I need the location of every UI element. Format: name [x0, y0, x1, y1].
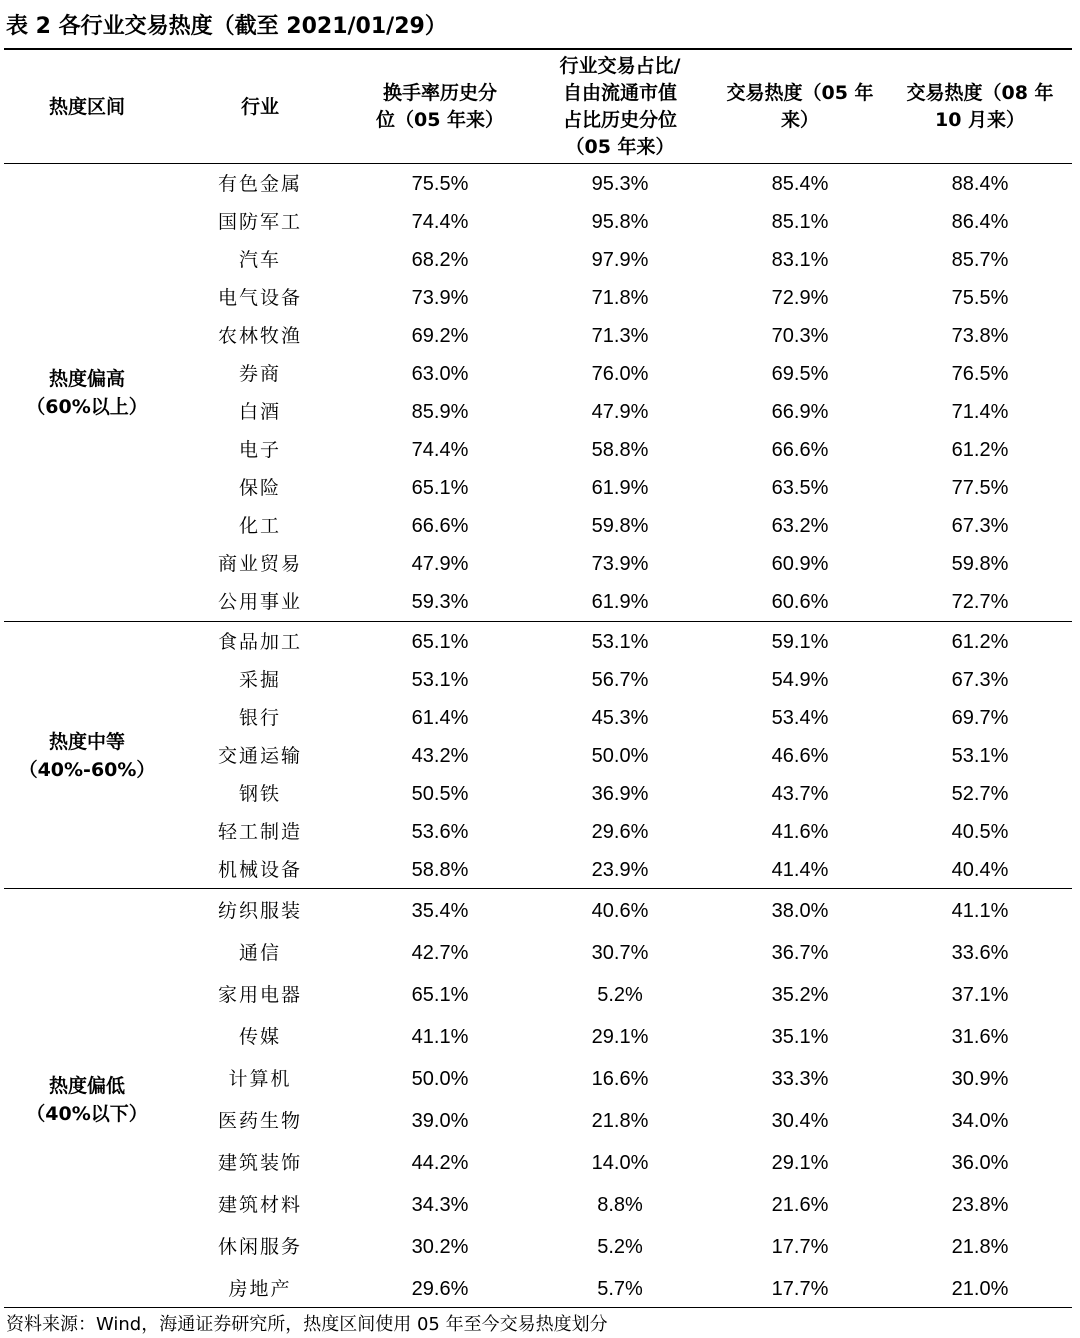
- value-cell-heat08: 69.7%: [951, 707, 1009, 729]
- value-cell-turnover: 35.4%: [411, 900, 469, 922]
- value-cell-share: 61.9%: [591, 591, 649, 613]
- header-turnover: 换手率历史分 位（05 年来）: [375, 82, 505, 131]
- value-cell-heat05: 41.6%: [771, 821, 829, 843]
- value-cell-share: 21.8%: [591, 1110, 649, 1132]
- industry-cell: 食品加工: [217, 631, 302, 653]
- industry-cell: 采掘: [238, 669, 281, 691]
- industry-cell: 传媒: [238, 1026, 281, 1048]
- value-cell-heat05: 43.7%: [771, 783, 829, 805]
- value-cell-heat08: 36.0%: [951, 1152, 1009, 1174]
- value-cell-heat05: 35.1%: [771, 1026, 829, 1048]
- industry-cell: 交通运输: [217, 745, 302, 767]
- value-cell-heat05: 60.9%: [771, 553, 829, 575]
- value-cell-turnover: 85.9%: [411, 401, 469, 423]
- industry-cell: 化工: [238, 515, 281, 537]
- value-cell-share: 14.0%: [591, 1152, 649, 1174]
- value-cell-turnover: 73.9%: [411, 287, 469, 309]
- value-cell-share: 5.7%: [597, 1278, 643, 1300]
- value-cell-heat08: 41.1%: [951, 900, 1009, 922]
- value-cell-turnover: 65.1%: [411, 984, 469, 1006]
- value-cell-heat05: 35.2%: [771, 984, 829, 1006]
- industry-cell: 休闲服务: [217, 1236, 302, 1258]
- value-cell-heat05: 63.2%: [771, 515, 829, 537]
- value-cell-heat08: 40.4%: [951, 859, 1009, 881]
- value-cell-heat08: 61.2%: [951, 631, 1009, 653]
- value-cell-turnover: 65.1%: [411, 477, 469, 499]
- value-cell-heat05: 29.1%: [771, 1152, 829, 1174]
- heat-range-label: [4, 165, 170, 621]
- industry-cell: 电子: [238, 439, 281, 461]
- heat-range-label-line: （40%以下）: [26, 1103, 148, 1125]
- value-cell-turnover: 53.1%: [411, 669, 469, 691]
- value-cell-turnover: 39.0%: [411, 1110, 469, 1132]
- industry-cell: 建筑材料: [217, 1194, 302, 1216]
- value-cell-share: 29.1%: [591, 1026, 649, 1048]
- industry-cell: 轻工制造: [217, 821, 302, 843]
- heat-range-label-line: （40%-60%）: [18, 759, 156, 781]
- header-heat-08: 交易热度（08 年 10 月来）: [906, 82, 1054, 131]
- value-cell-heat08: 73.8%: [951, 325, 1009, 347]
- value-cell-heat05: 63.5%: [771, 477, 829, 499]
- value-cell-heat05: 72.9%: [771, 287, 829, 309]
- value-cell-turnover: 44.2%: [411, 1152, 469, 1174]
- value-cell-turnover: 69.2%: [411, 325, 469, 347]
- value-cell-share: 71.3%: [591, 325, 649, 347]
- value-cell-share: 36.9%: [591, 783, 649, 805]
- table-title: 表 2 各行业交易热度（截至 2021/01/29）: [6, 14, 447, 39]
- value-cell-turnover: 47.9%: [411, 553, 469, 575]
- value-cell-heat05: 36.7%: [771, 942, 829, 964]
- industry-cell: 机械设备: [217, 859, 302, 881]
- value-cell-turnover: 58.8%: [411, 859, 469, 881]
- value-cell-turnover: 41.1%: [411, 1026, 469, 1048]
- value-cell-share: 50.0%: [591, 745, 649, 767]
- value-cell-share: 95.3%: [591, 173, 649, 195]
- value-cell-share: 5.2%: [597, 984, 643, 1006]
- industry-cell: 银行: [238, 707, 281, 729]
- value-cell-share: 16.6%: [591, 1068, 649, 1090]
- value-cell-share: 73.9%: [591, 553, 649, 575]
- industry-cell: 保险: [238, 477, 281, 499]
- value-cell-share: 29.6%: [591, 821, 649, 843]
- value-cell-heat08: 23.8%: [951, 1194, 1009, 1216]
- header-share: 行业交易占比/ 自由流通市值 占比历史分位 （05 年来）: [559, 55, 681, 158]
- value-cell-heat08: 30.9%: [951, 1068, 1009, 1090]
- value-cell-share: 76.0%: [591, 363, 649, 385]
- industry-cell: 家用电器: [217, 984, 302, 1006]
- industry-cell: 计算机: [228, 1068, 292, 1090]
- value-cell-heat05: 66.9%: [771, 401, 829, 423]
- value-cell-heat08: 72.7%: [951, 591, 1009, 613]
- value-cell-share: 23.9%: [591, 859, 649, 881]
- industry-cell: 汽车: [238, 249, 281, 271]
- value-cell-share: 8.8%: [597, 1194, 643, 1216]
- industry-cell: 白酒: [238, 401, 281, 423]
- value-cell-turnover: 50.5%: [411, 783, 469, 805]
- header-industry: 行业: [240, 95, 279, 118]
- value-cell-share: 30.7%: [591, 942, 649, 964]
- header-range: 热度区间: [48, 95, 125, 118]
- value-cell-share: 45.3%: [591, 707, 649, 729]
- industry-cell: 钢铁: [238, 783, 281, 805]
- value-cell-share: 59.8%: [591, 515, 649, 537]
- value-cell-heat08: 33.6%: [951, 942, 1009, 964]
- industry-cell: 建筑装饰: [217, 1152, 302, 1174]
- value-cell-turnover: 74.4%: [411, 211, 469, 233]
- value-cell-heat08: 59.8%: [951, 553, 1009, 575]
- top-rule: [4, 48, 1072, 50]
- industry-cell: 医药生物: [217, 1110, 302, 1132]
- header-rule: [4, 163, 1072, 164]
- value-cell-heat05: 38.0%: [771, 900, 829, 922]
- value-cell-heat08: 21.8%: [951, 1236, 1009, 1258]
- value-cell-heat08: 37.1%: [951, 984, 1009, 1006]
- value-cell-turnover: 75.5%: [411, 173, 469, 195]
- value-cell-heat05: 46.6%: [771, 745, 829, 767]
- industry-cell: 国防军工: [217, 211, 302, 233]
- value-cell-heat08: 75.5%: [951, 287, 1009, 309]
- heat-range-label: [4, 890, 170, 1310]
- value-cell-turnover: 53.6%: [411, 821, 469, 843]
- value-cell-heat05: 17.7%: [771, 1236, 829, 1258]
- value-cell-heat05: 83.1%: [771, 249, 829, 271]
- industry-cell: 券商: [238, 363, 281, 385]
- value-cell-turnover: 68.2%: [411, 249, 469, 271]
- value-cell-share: 61.9%: [591, 477, 649, 499]
- value-cell-turnover: 29.6%: [411, 1278, 469, 1300]
- value-cell-heat08: 61.2%: [951, 439, 1009, 461]
- value-cell-turnover: 61.4%: [411, 707, 469, 729]
- value-cell-heat08: 31.6%: [951, 1026, 1009, 1048]
- value-cell-turnover: 59.3%: [411, 591, 469, 613]
- industry-cell: 电气设备: [217, 287, 302, 309]
- value-cell-share: 97.9%: [591, 249, 649, 271]
- value-cell-heat08: 88.4%: [951, 173, 1009, 195]
- bottom-rule: [4, 1307, 1072, 1308]
- value-cell-heat05: 30.4%: [771, 1110, 829, 1132]
- value-cell-heat08: 76.5%: [951, 363, 1009, 385]
- value-cell-share: 95.8%: [591, 211, 649, 233]
- value-cell-heat05: 85.4%: [771, 173, 829, 195]
- value-cell-heat05: 41.4%: [771, 859, 829, 881]
- value-cell-share: 53.1%: [591, 631, 649, 653]
- value-cell-turnover: 63.0%: [411, 363, 469, 385]
- value-cell-turnover: 50.0%: [411, 1068, 469, 1090]
- industry-cell: 通信: [238, 942, 281, 964]
- value-cell-share: 71.8%: [591, 287, 649, 309]
- value-cell-share: 47.9%: [591, 401, 649, 423]
- value-cell-share: 40.6%: [591, 900, 649, 922]
- value-cell-heat08: 77.5%: [951, 477, 1009, 499]
- value-cell-heat05: 53.4%: [771, 707, 829, 729]
- value-cell-heat08: 34.0%: [951, 1110, 1009, 1132]
- value-cell-heat08: 67.3%: [951, 669, 1009, 691]
- value-cell-turnover: 66.6%: [411, 515, 469, 537]
- value-cell-heat08: 52.7%: [951, 783, 1009, 805]
- value-cell-share: 58.8%: [591, 439, 649, 461]
- value-cell-heat05: 69.5%: [771, 363, 829, 385]
- value-cell-heat08: 86.4%: [951, 211, 1009, 233]
- value-cell-heat05: 60.6%: [771, 591, 829, 613]
- value-cell-heat05: 17.7%: [771, 1278, 829, 1300]
- industry-cell: 纺织服装: [217, 900, 302, 922]
- value-cell-heat05: 85.1%: [771, 211, 829, 233]
- value-cell-heat05: 70.3%: [771, 325, 829, 347]
- value-cell-heat08: 71.4%: [951, 401, 1009, 423]
- value-cell-heat08: 21.0%: [951, 1278, 1009, 1300]
- value-cell-turnover: 34.3%: [411, 1194, 469, 1216]
- industry-cell: 公用事业: [217, 591, 302, 613]
- value-cell-heat05: 59.1%: [771, 631, 829, 653]
- group-separator: [4, 621, 1072, 622]
- header-heat-05: 交易热度（05 年 来）: [726, 82, 874, 131]
- heat-range-label-line: 热度偏高: [48, 368, 125, 390]
- industry-cell: 商业贸易: [217, 553, 302, 575]
- value-cell-turnover: 42.7%: [411, 942, 469, 964]
- industry-cell: 农林牧渔: [217, 325, 302, 347]
- value-cell-turnover: 30.2%: [411, 1236, 469, 1258]
- source-note: 资料来源：Wind，海通证券研究所，热度区间使用 05 年至今交易热度划分: [6, 1314, 608, 1335]
- value-cell-turnover: 74.4%: [411, 439, 469, 461]
- value-cell-heat05: 54.9%: [771, 669, 829, 691]
- industry-cell: 有色金属: [217, 173, 302, 195]
- value-cell-turnover: 43.2%: [411, 745, 469, 767]
- heat-range-label-line: （60%以上）: [26, 396, 148, 418]
- heat-range-label-line: 热度偏低: [48, 1075, 125, 1097]
- value-cell-share: 5.2%: [597, 1236, 643, 1258]
- group-separator: [4, 888, 1072, 889]
- value-cell-turnover: 65.1%: [411, 631, 469, 653]
- value-cell-heat08: 85.7%: [951, 249, 1009, 271]
- value-cell-heat05: 33.3%: [771, 1068, 829, 1090]
- heat-range-label-line: 热度中等: [48, 731, 125, 753]
- value-cell-heat05: 66.6%: [771, 439, 829, 461]
- value-cell-share: 56.7%: [591, 669, 649, 691]
- heat-range-label: [4, 623, 170, 889]
- value-cell-heat08: 67.3%: [951, 515, 1009, 537]
- industry-cell: 房地产: [228, 1278, 292, 1300]
- value-cell-heat08: 53.1%: [951, 745, 1009, 767]
- value-cell-heat08: 40.5%: [951, 821, 1009, 843]
- value-cell-heat05: 21.6%: [771, 1194, 829, 1216]
